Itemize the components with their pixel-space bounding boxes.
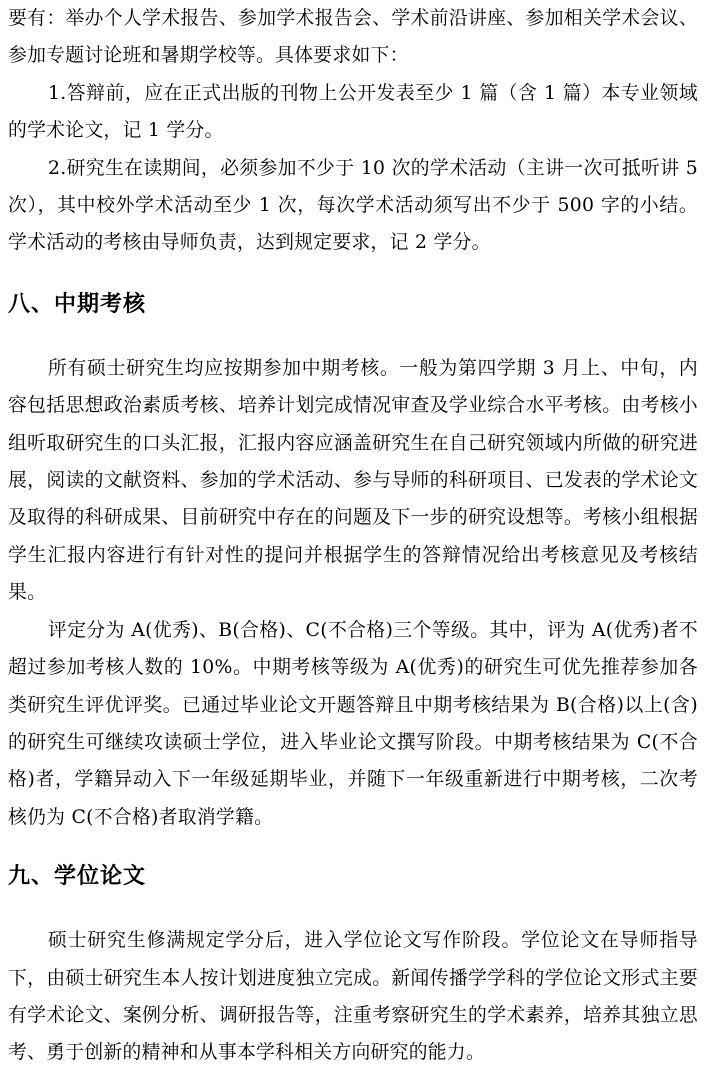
requirement-item-2: 2.研究生在读期间，必须参加不少于 10 次的学术活动（主讲一次可抵听讲 5次），其中校外学术活动至少 1 次，每次学术活动须写出不少于 500 字的小结。学术活动的考核由导师负责，达到规定要求，记 2 学分。 — [8, 157, 698, 254]
thesis-paragraph-1: 硕士研究生修满规定学分后，进入学位论文写作阶段。学位论文在导师指导下，由硕士研究生本人按计划进度独立完成。新闻传播学学科的学位论文形式主要有学术论文、案例分析、调研报告等，注重考察研究生的学术素养，培养其独立思考、勇于创新的精神和从事本学科相关方向研究的能力。 — [8, 930, 698, 1064]
intro-paragraph: 要有：举办个人学术报告、参加学术报告会、学术前沿讲座、参加相关学术会议、参加专题讨论班和暑期学校等。具体要求如下： — [8, 8, 698, 67]
midterm-paragraph-1: 所有硕士研究生均应按期参加中期考核。一般为第四学期 3 月上、中旬，内容包括思想政治素质考核、培养计划完成情况审查及学业综合水平考核。由考核小组听取研究生的口头汇报，汇报内容应涵盖研究生在自己研究领域内所做的研究进展，阅读的文献资料、参加的学术活动、参与导师的科研项目、已发表的学术论文及取得的科研成果、目前研究中存在的问题及下一步的研究设想等。考核小组根据学生汇报内容进行有针对性的提问并根据学生的答辩情况给出考核意见及考核结果。 — [8, 357, 698, 604]
document-page — [8, 0, 698, 1072]
section-heading-midterm: 八、中期考核 — [8, 291, 147, 317]
section-heading-thesis: 九、学位论文 — [8, 864, 147, 890]
requirement-item-1: 1.答辩前，应在正式出版的刊物上公开发表至少 1 篇（含 1 篇）本专业领域的学术论文，记 1 学分。 — [8, 82, 698, 142]
midterm-paragraph-2: 评定分为 A(优秀)、B(合格)、C(不合格)三个等级。其中，评为 A(优秀)者不超过参加考核人数的 10%。中期考核等级为 A(优秀)的研究生可优先推荐参加各类研究生评优评奖。已通过毕业论文开题答辩且中期考核结果为 B(合格)以上(含)的研究生可继续攻读硕士学位，进入毕业论文撰写阶段。中期考核结果为 C(不合格)者，学籍异动入下一年级延期毕业，并随下一年级重新进行中期考核，二次考核仍为 C(不合格)者取消学籍。 — [8, 619, 698, 828]
